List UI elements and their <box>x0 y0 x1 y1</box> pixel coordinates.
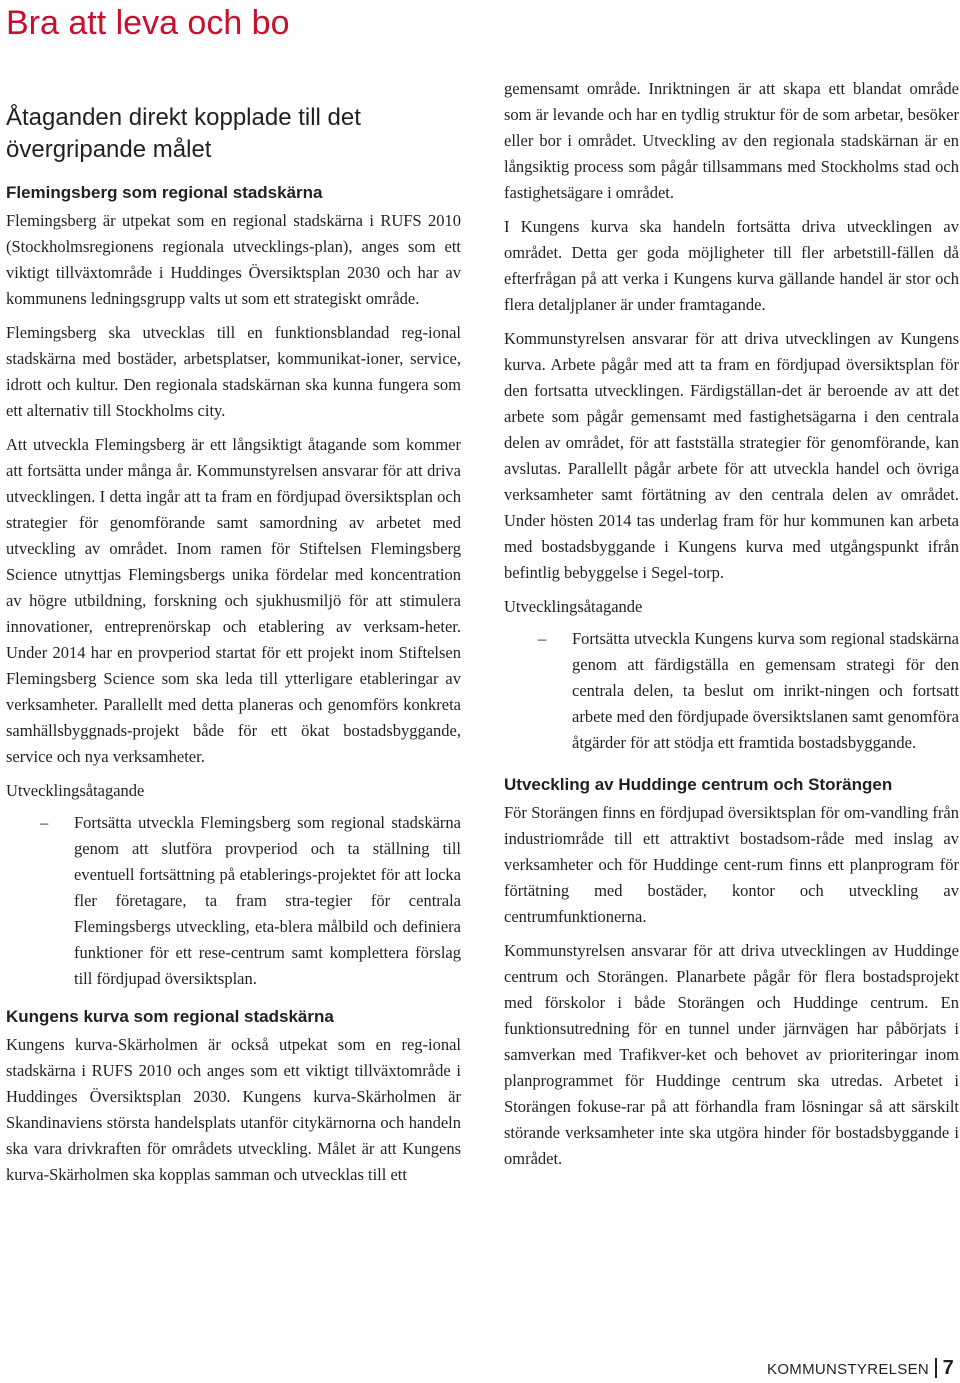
huddinge-centrum-heading: Utveckling av Huddinge centrum och Storängen <box>504 775 893 794</box>
kungens-kurva-paragraph-1-start: Kungens kurva-Skärholmen är också utpekat som en reg-ional stadskärna i RUFS 2010 och anges som ett viktigt tillväxtområde i Huddinges Översiktsplan 2030. Kungens kurva-Skärholmen är Skandinaviens största handelsplats utanför citykärnorna och handeln ska vara drivkraften för områdets utveckling. Målet är att Kungens kurva-Skärholmen ska kopplas samman och utvecklas till ett <box>6 1035 461 1184</box>
list-item <box>504 626 959 756</box>
kungens-kurva-heading: Kungens kurva som regional stadskärna <box>6 1007 334 1026</box>
huddinge-centrum-paragraph-1: För Storängen finns en fördjupad översiktsplan för om-vandling från industriområde till ett attraktivt bostadsom-råde med inslag av verksamheter och för Huddinge cent-rum finns ett planprogram för förtätning med bostäder, kontor och utveckling av centrumfunktionerna. <box>504 803 959 926</box>
kungens-kurva-paragraph-2: I Kungens kurva ska handeln fortsätta driva utvecklingen av området. Detta ger goda möjligheter till fler arbetstill-fällen då efterfrågan på att verka i Kungens kurva gällande handel är stor och flera detaljplaner är under framtagande. <box>504 217 959 314</box>
huddinge-centrum-paragraph-2: Kommunstyrelsen ansvarar för att driva utvecklingen av Huddinge centrum och Storängen. Planarbete pågår för flera bostadsprojekt med förskolor i både Storängen och Huddinge centrum. En funktionsutredning för en tunnel under järnvägen har påbörjats i samverkan med Trafikver-ket och behovet av prioriteringar inom planprogrammet för Huddinge centrum ska utredas. Arbetet i Storängen fokuse-rar på att förhandla fram lösningar så att särskilt störande verksamheter inte ska utgöra hinder för bostadsbyggande i området. <box>504 941 959 1168</box>
flemingsberg-section <box>6 182 461 1188</box>
flemingsberg-paragraph-2: Flemingsberg ska utvecklas till en funktionsblandad reg-ional stadskärna med bostäder, arbetsplatser, kommunikat-ioner, service, idrott och kultur. Den regionala stadskärnan ska kunna fungera som ett alternativ till Stockholms city. <box>6 323 461 420</box>
dash-icon: – <box>40 813 49 832</box>
list-item-text: Fortsätta utveckla Flemingsberg som regional stadskärna genom att slutföra provperiod och ta ställning till eventuell fortsättning på etablerings-projektet för att locka fler företagare, ta fram stra-tegier för centrala Flemingsbergs utveckling, eta-blera målbild och definiera funktioner för ett rese-centrum samt komplettera förslag till fördjupad översiktsplan. <box>74 813 461 988</box>
page-title: Bra att leva och bo <box>6 4 290 42</box>
list-item-text: Fortsätta utveckla Kungens kurva som regional stadskärna genom att färdigställa en gemensam strategi för den centrala delen, ta beslut om inrikt-ningen och fortsatt arbete med den fördjupade översiktslanen samt genomföra åtgärder för att stödja ett framtida bostadsbyggande. <box>572 629 959 752</box>
flemingsberg-commitment-label: Utvecklingsåtagande <box>6 781 145 800</box>
flemingsberg-commitment-list <box>6 810 461 992</box>
page-footer <box>767 1357 954 1381</box>
flemingsberg-paragraph-1: Flemingsberg är utpekat som en regional stadskärna i RUFS 2010 (Stockholmsregionens regionala utvecklings-plan), anges som ett viktigt tillväxtområde i Huddinges Översiktsplan 2030 och har av kommunens ledningsgrupp valts ut som ett strategiskt område. <box>6 211 461 308</box>
right-column <box>504 76 959 1180</box>
kungens-kurva-paragraph-3: Kommunstyrelsen ansvarar för att driva utvecklingen av Kungens kurva. Arbete pågår med att ta fram en fördjupad översiktsplan för den fortsatta utvecklingen. Färdigställan-det är beroende av att det arbete som pågår gemensamt med fastighetsägarna i den centrala delen av området, för att fastställa strategier för genomförande, kan avslutas. Parallellt pågår arbete för att utveckla handel och övriga verksamheter samt förtätning av den centrala delen av området. Under hösten 2014 tas underlag fram för hur kommunen kan arbeta med bostadsbyggande i Kungens kurva med utgångspunkt ifrån befintlig bebyggelse i Segel-torp. <box>504 329 959 582</box>
footer-divider <box>935 1358 937 1378</box>
kungens-kurva-commitment-label: Utvecklingsåtagande <box>504 597 643 616</box>
page-number: 7 <box>942 1357 954 1379</box>
kungens-kurva-paragraph-1-end: gemensamt område. Inriktningen är att skapa ett blandat område som är levande och har en tydlig struktur för de som arbetar, besöker eller bor i området. Utveckling av den regionala stadskärnan är en långsiktig process som pågår tillsammans med Stockholms stad och fastighetsägare i området. <box>504 79 959 202</box>
flemingsberg-paragraph-3: Att utveckla Flemingsberg är ett långsiktigt åtagande som kommer att fortsätta under många år. Kommunstyrelsen ansvarar för att driva utvecklingen. I detta ingår att ta fram en fördjupad översiktsplan och strategier för genomförande samt samordning av arbetet med utveckling av området. Inom ramen för Stiftelsen Flemingsberg Science utnyttjas Flemingsbergs unika fördelar med koncentration av högre utbildning, forskning och sjukhusmiljö för att stimulera innovationer, entreprenörskap och etablering av verksam-heter. Under 2014 har en provperiod startat för ett projekt inom Stiftelsen Flemingsberg Science som ska leda till ytterligare etableringar av verksamheter. Parallellt med detta planeras och genomförs konkreta samhällsbyggnads-projekt både för ett ökat bostadsbyggande, service och nya verksamheter. <box>6 435 461 766</box>
footer-department: KOMMUNSTYRELSEN <box>767 1361 930 1378</box>
list-item <box>6 810 461 992</box>
kungens-kurva-commitment-list <box>504 626 959 756</box>
section-heading: Åtaganden direkt kopplade till det övergripande målet <box>6 104 361 163</box>
dash-icon: – <box>538 629 547 648</box>
flemingsberg-heading: Flemingsberg som regional stadskärna <box>6 183 323 202</box>
